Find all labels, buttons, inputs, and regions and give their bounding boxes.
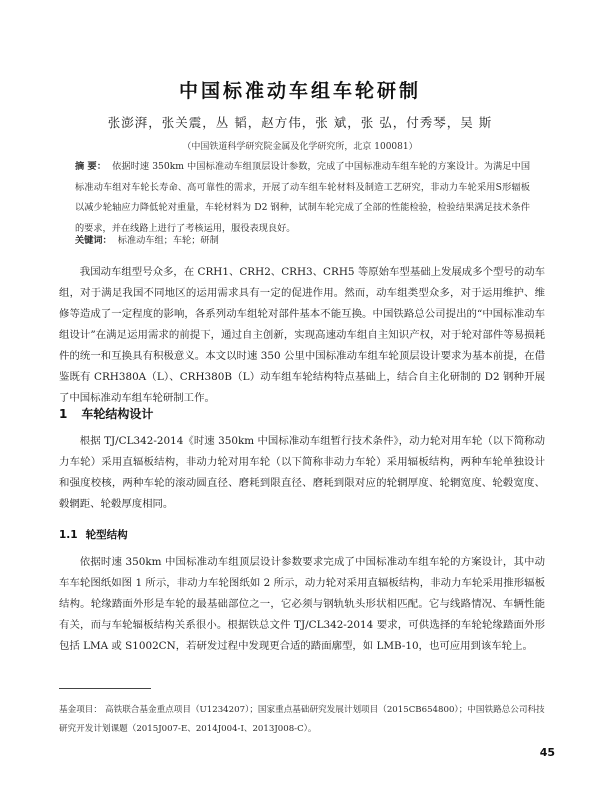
section-1-number: 1	[59, 407, 68, 421]
abstract-label: 摘 要：	[75, 161, 107, 172]
section-1-paragraph: 根据 TJ/CL342-2014《时速 350km 中国标准动车组暂行技术条件》，动力轮对用车轮（以下简称动力车轮）采用直辐板结构，非动力轮对用车轮（以下简称非动力车轮）采用辐板结构，两种车轮单独设计和强度校核，两种车轮的滚动圆直径、磨耗到限直径、磨耗到限对应的轮辋厚度、轮辋宽度、轮毂宽度、毂辋距、轮毂厚度相同。	[59, 435, 545, 510]
intro-paragraph: 我国动车组型号众多，在 CRH1、CRH2、CRH3、CRH5 等原始车型基础上发展成多个型号的动车组，对于满足我国不同地区的运用需求具有一定的促进作用。然而，动车组类型众多，对于运用维护、维修等造成了一定程度的影响，各系列动车组轮对部件基本不能互换。中国铁路总公司提出的“中国标准动车组设计”在满足运用需求的前提下，通过自主创新，实现高速动车组自主知识产权，对于轮对部件等易损耗件的统一和互换具有积极意义。本文以时速 350 公里中国标准动车组车轮顶层设计要求为基本前提，在借鉴既有 CRH380A（L）、CRH380B（L）动车组车轮结构特点基础上，结合自主化研制的 D2 钢种开展了中国标准动车组车轮研制工作。	[59, 266, 545, 404]
keywords-label: 关键词：	[75, 235, 112, 246]
page-number: 45	[539, 746, 555, 759]
paper-title: 中国标准动车组车轮研制	[178, 80, 421, 102]
author-list: 张澎湃，张关震，丛 韬，赵方伟，张 斌，张 弘，付秀琴，吴 斯	[107, 115, 493, 130]
section-1-heading	[59, 405, 153, 422]
section-1-1-heading	[59, 527, 128, 542]
keywords-text: 标准动车组；车轮；研制	[117, 235, 219, 246]
section-1-1-number: 1.1	[59, 529, 78, 541]
footnote-text: 高铁联合基金重点项目（U1234207）；国家重点基础研究发展计划项目（2015CB654800）；中国铁路总公司科技研究开发计划课题（2015J007-E、2014J004-I、2013J008-C）。	[59, 705, 545, 734]
abstract	[75, 157, 530, 239]
section-1-title: 车轮结构设计	[81, 407, 154, 421]
footnote-divider	[59, 688, 151, 689]
footnote-label: 基金项目：	[59, 705, 102, 715]
abstract-text: 依据时速 350km 中国标准动车组顶层设计参数，完成了中国标准动车组车轮的方案设计。为满足中国标准动车组对车轮长寿命、高可靠性的需求，开展了动车组车轮材料及制造工艺研究，非动力车轮采用S形辐板以减少轮轴应力降低轮对重量，车轮材料为 D2 钢种，试制车轮完成了全部的性能检验，检验结果满足技术条件的要求，并在线路上进行了考核运用，服役表现良好。	[75, 161, 531, 234]
section-1-1-title: 轮型结构	[85, 529, 128, 541]
affiliation: （中国铁道科学研究院金属及化学研究所，北京 100081）	[182, 142, 418, 152]
footnote	[59, 701, 549, 739]
keywords	[75, 232, 530, 246]
section-1-1-paragraph: 依据时速 350km 中国标准动车组顶层设计参数要求完成了中国标准动车组车轮的方案设计，其中动车车轮图纸如图 1 所示，非动力车轮图纸如 2 所示，动力轮对采用直辐板结构，非动力车轮采用推形辐板结构。轮缘踏面外形是车轮的最基础部位之一，它必须与钢轨轨头形状相匹配。它与线路情况、车辆性能有关，而与车轮辐板结构关系很小。根据铁总文件 TJ/CL342-2014 要求，可供选择的车轮轮缘踏面外形包括 LMA 或 S1002CN，若研发过程中发现更合适的踏面廓型，如 LMB-10，也可应用到该车轮上。	[59, 556, 545, 652]
